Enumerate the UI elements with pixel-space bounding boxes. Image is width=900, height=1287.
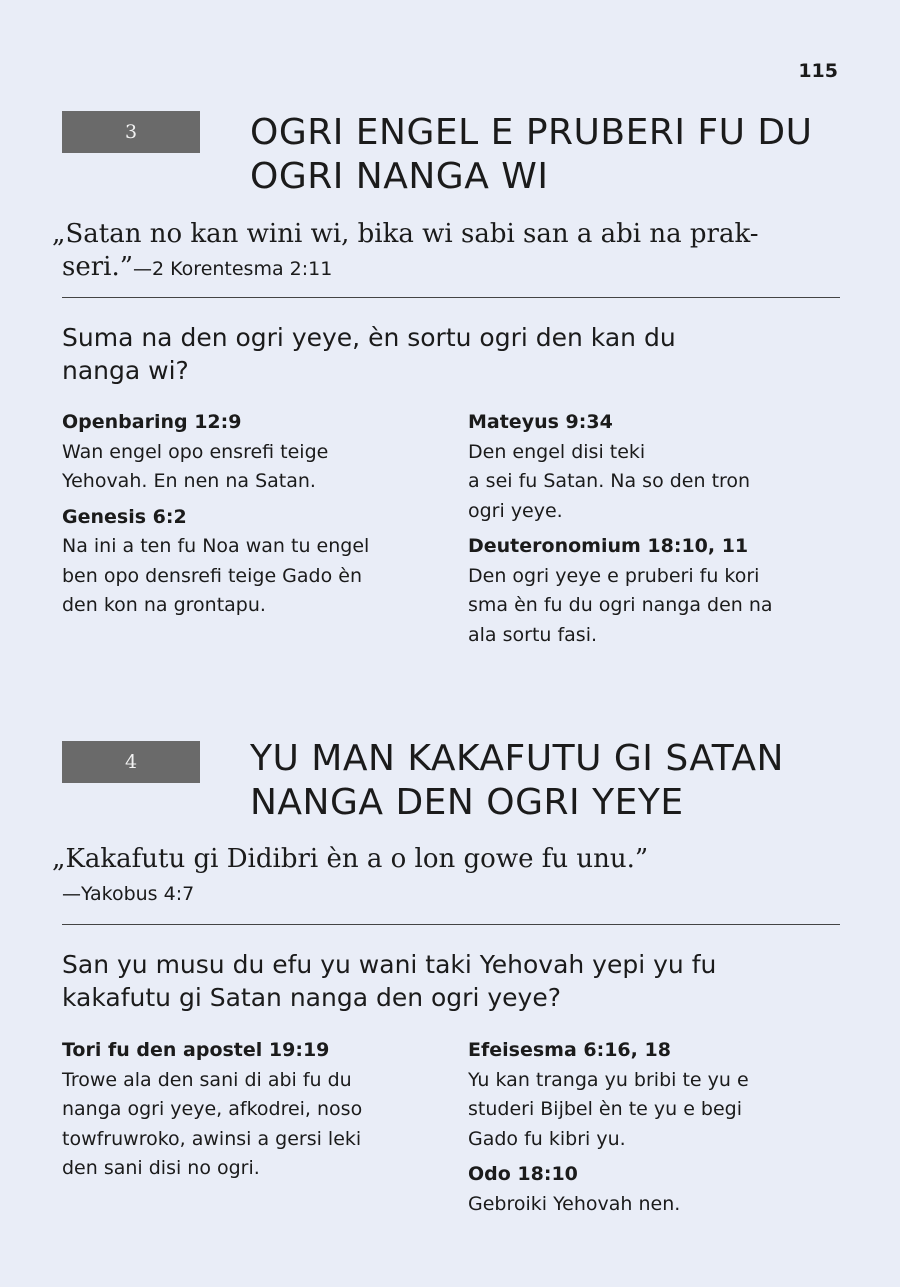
quote-text-line: [52, 876, 852, 911]
quote-text-line: [52, 251, 852, 286]
reference-text-line: Wan engel opo ensrefi teige: [62, 440, 329, 463]
reference-text-line: Yu kan tranga yu bribi te yu e: [468, 1068, 749, 1091]
section-divider: [62, 297, 840, 298]
section-title: [250, 737, 850, 825]
reference-text-line: Gebroiki Yehovah nen.: [468, 1192, 681, 1215]
reference-title: Openbaring 12:9: [62, 411, 242, 433]
scripture-reference: [62, 408, 432, 497]
study-question: [62, 321, 842, 387]
scripture-quote: [52, 843, 852, 911]
scripture-reference: [468, 1036, 838, 1154]
reference-text-line: Den ogri yeye e pruberi fu kori: [468, 564, 760, 587]
section-number-badge: 4: [62, 741, 200, 783]
section-title: [250, 111, 850, 199]
reference-text-line: Na ini a ten fu Noa wan tu engel: [62, 535, 370, 557]
question-line: kakafutu gi Satan nanga den ogri yeye?: [62, 983, 561, 1012]
reference-text-line: den sani disi no ogri.: [62, 1157, 260, 1179]
quote-text-line: „Satan no kan wini wi, bika wi sabi san a abi na prak-: [52, 219, 759, 249]
page-number: 115: [798, 60, 838, 82]
reference-title: Deuteronomium 18:10, 11: [468, 535, 749, 557]
section-title-line: NANGA DEN OGRI YEYE: [250, 782, 684, 823]
scripture-reference: [62, 1036, 432, 1184]
reference-text-line: towfruwroko, awinsi a gersi leki: [62, 1127, 362, 1150]
section-title-line: OGRI ENGEL E PRUBERI FU DU: [250, 112, 813, 153]
reference-text-line: Trowe ala den sani di abi fu du: [62, 1068, 352, 1091]
scripture-reference: [62, 503, 432, 621]
reference-title: Mateyus 9:34: [468, 411, 613, 433]
scripture-reference: [468, 1160, 838, 1219]
reference-title: Odo 18:10: [468, 1163, 578, 1185]
references-left-column: [62, 408, 432, 621]
section-number-badge: 3: [62, 111, 200, 153]
reference-text-line: ala sortu fasi.: [468, 623, 598, 646]
reference-text-line: den kon na grontapu.: [62, 594, 266, 616]
reference-title: Efeisesma 6:16, 18: [468, 1039, 671, 1061]
quote-text-end: seri.”: [62, 252, 134, 282]
references-left-column: [62, 1036, 432, 1184]
references-right-column: [468, 408, 838, 650]
reference-text-line: Gado fu kibri yu.: [468, 1127, 626, 1150]
study-question: [62, 948, 842, 1014]
references-right-column: [468, 1036, 838, 1219]
quote-reference: —Yakobus 4:7: [62, 883, 195, 905]
scripture-quote: [52, 218, 852, 286]
reference-title: Tori fu den apostel 19:19: [62, 1039, 330, 1061]
reference-text-line: Yehovah. En nen na Satan.: [62, 470, 316, 492]
reference-text-line: nanga ogri yeye, afkodrei, noso: [62, 1098, 363, 1120]
reference-text-line: ben opo densrefi teige Gado èn: [62, 564, 362, 587]
section-title-line: YU MAN KAKAFUTU GI SATAN: [250, 738, 784, 779]
reference-text-line: Den engel disi teki: [468, 440, 646, 463]
quote-text-line: „Kakafutu gi Didibri èn a o lon gowe fu unu.”: [52, 844, 649, 874]
section-divider: [62, 924, 840, 925]
question-line: Suma na den ogri yeye, èn sortu ogri den kan du: [62, 323, 676, 352]
question-line: nanga wi?: [62, 356, 189, 385]
quote-reference: —2 Korentesma 2:11: [133, 258, 333, 280]
section-title-line: OGRI NANGA WI: [250, 156, 549, 197]
reference-text-line: sma èn fu du ogri nanga den na: [468, 594, 773, 616]
scripture-reference: [468, 408, 838, 526]
reference-text-line: a sei fu Satan. Na so den tron: [468, 470, 751, 492]
question-line: San yu musu du efu yu wani taki Yehovah yepi yu fu: [62, 950, 717, 979]
reference-text-line: studeri Bijbel èn te yu e begi: [468, 1098, 743, 1120]
reference-title: Genesis 6:2: [62, 505, 187, 528]
scripture-reference: [468, 532, 838, 650]
reference-text-line: ogri yeye.: [468, 499, 563, 522]
